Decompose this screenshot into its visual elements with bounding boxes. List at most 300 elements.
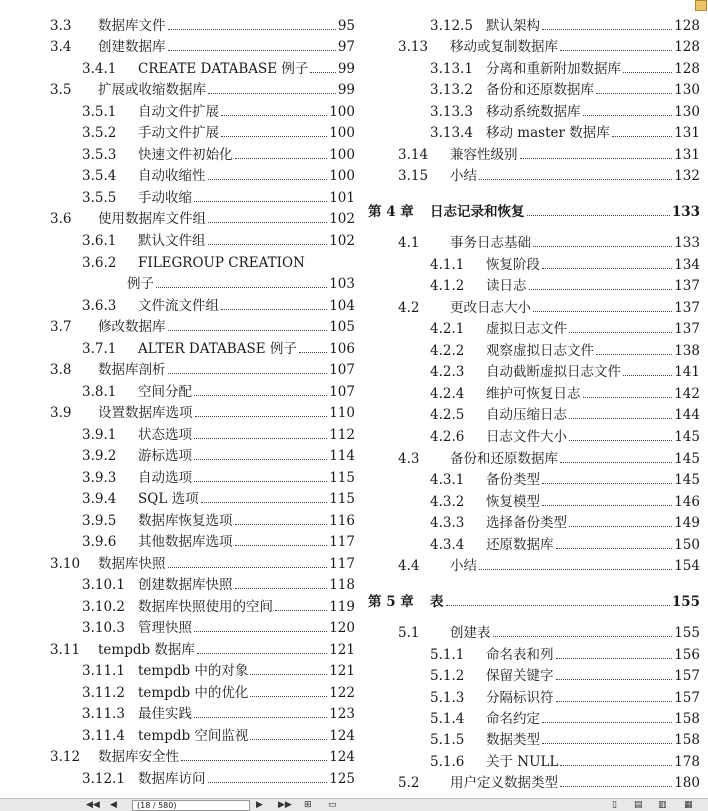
toc-entry[interactable] [0, 662, 355, 680]
toc-page-number: 157 [674, 668, 700, 684]
toc-entry[interactable] [0, 146, 355, 164]
toc-entry-title: 分离和重新附加数据库 [486, 61, 621, 77]
toc-page-number: 128 [674, 18, 700, 34]
toc-leader-dots [542, 29, 672, 30]
toc-entry[interactable] [0, 469, 355, 487]
toc-leader-dots [235, 545, 328, 546]
toc-entry[interactable] [362, 753, 700, 771]
toc-entry-number: 3.10 [50, 556, 81, 572]
toc-entry-number: 4.1.1 [430, 257, 465, 273]
toc-entry[interactable] [0, 447, 355, 465]
toc-entry-title: 还原数据库 [486, 537, 554, 553]
toc-entry[interactable] [0, 641, 355, 659]
toc-leader-dots [299, 352, 327, 353]
toc-page-number: 150 [674, 537, 700, 553]
toc-leader-dots [560, 462, 672, 463]
toc-page-number: 122 [329, 685, 355, 701]
toc-entry-number: 3.8.1 [82, 384, 117, 400]
toc-entry-number: 3.9.4 [82, 491, 117, 507]
toc-page-number: 106 [329, 341, 355, 357]
toc-page-number: 100 [329, 104, 355, 120]
first-page-icon[interactable]: ◀◀ [86, 800, 100, 810]
toc-entry-number: 3.10.1 [82, 577, 125, 593]
toc-page-number: 115 [329, 491, 355, 507]
toc-entry[interactable] [362, 536, 700, 554]
toc-entry-title: 关于 NULL [486, 754, 559, 770]
toc-entry-number: 3.6.2 [82, 255, 117, 271]
toc-entry[interactable] [362, 471, 700, 489]
toc-page-number: 138 [674, 343, 700, 359]
toc-leader-dots [194, 459, 327, 460]
toc-entry-number: 3.14 [398, 147, 429, 163]
toc-entry-title: 恢复模型 [486, 494, 540, 510]
toc-entry-title: 管理快照 [138, 620, 192, 636]
toc-entry-number: 3.9.5 [82, 513, 117, 529]
toc-page-number: 99 [337, 82, 355, 98]
toc-entry[interactable] [362, 256, 700, 274]
toc-entry-number: 4.3.1 [430, 472, 465, 488]
toc-entry[interactable] [362, 731, 700, 749]
toc-page-number: 130 [674, 82, 700, 98]
toc-entry-title: 默认文件组 [138, 233, 206, 249]
toc-page-number: 110 [329, 405, 355, 421]
toc-leader-dots [208, 222, 327, 223]
toc-leader-dots [542, 505, 672, 506]
toc-entry[interactable] [0, 103, 355, 121]
toc-entry-title: 自动文件扩展 [138, 104, 219, 120]
toc-page-number: 132 [674, 168, 700, 184]
toc-entry-title: 数据库安全性 [98, 749, 179, 765]
toc-entry-title: 扩展或收缩数据库 [98, 82, 206, 98]
toc-page-number: 128 [674, 61, 700, 77]
toc-entry-title: 数据库快照 [98, 556, 166, 572]
toc-entry[interactable] [0, 318, 355, 336]
toc-entry-number: 3.11.2 [82, 685, 125, 701]
toc-leader-dots [208, 93, 336, 94]
toc-entry[interactable] [0, 490, 355, 508]
toc-leader-dots [194, 481, 327, 482]
toc-entry[interactable] [362, 103, 700, 121]
toc-leader-dots [583, 115, 673, 116]
toc-page-number: 133 [671, 204, 700, 220]
toc-entry-number: 3.5.1 [82, 104, 117, 120]
toc-leader-dots [208, 782, 328, 783]
toc-entry[interactable] [0, 426, 355, 444]
toc-entry-number: 第 4 章 [368, 204, 414, 220]
toc-entry-title: 命名约定 [486, 711, 540, 727]
toc-leader-dots [194, 201, 327, 202]
toc-leader-dots [569, 332, 672, 333]
toc-entry-title: 分隔标识符 [486, 690, 554, 706]
toc-leader-dots [542, 743, 672, 744]
toc-leader-dots [560, 765, 672, 766]
next-page-button[interactable]: ▶ [256, 800, 263, 810]
toc-page-number: 102 [329, 211, 355, 227]
toc-leader-dots [527, 215, 670, 216]
toc-entry[interactable] [0, 210, 355, 228]
toc-entry[interactable] [362, 646, 700, 664]
toc-entry[interactable] [0, 533, 355, 551]
toc-leader-dots [194, 395, 327, 396]
toc-entry-title: 自动选项 [138, 470, 192, 486]
toc-entry-title: 游标选项 [138, 448, 192, 464]
toc-entry[interactable] [362, 124, 700, 142]
page-number-input[interactable]: (18 / 580) [132, 800, 250, 811]
toc-leader-dots [533, 246, 672, 247]
toc-entry-number: 3.12 [50, 749, 81, 765]
toc-entry-title: tempdb 中的对象 [138, 663, 249, 679]
toc-entry-title: 小结 [450, 558, 477, 574]
toc-leader-dots [612, 136, 672, 137]
toc-page-number: 103 [329, 276, 355, 292]
toc-leader-dots [560, 786, 672, 787]
toc-page-number: 137 [674, 300, 700, 316]
toc-leader-dots [235, 524, 328, 525]
toc-entry-number: 3.9.2 [82, 448, 117, 464]
toc-entry[interactable] [362, 406, 700, 424]
toc-entry-number: 3.13.4 [430, 125, 473, 141]
toc-entry[interactable] [362, 428, 700, 446]
toc-entry-number: 4.2 [398, 300, 420, 316]
toc-page-number: 156 [674, 647, 700, 663]
toc-entry[interactable] [362, 234, 700, 252]
toc-entry[interactable] [362, 710, 700, 728]
toc-page-number: 180 [674, 775, 700, 791]
toc-leader-dots [168, 567, 328, 568]
toc-page-number: 149 [674, 515, 700, 531]
toc-leader-dots [623, 72, 672, 73]
toc-page-number: 131 [674, 125, 700, 141]
toc-entry-number: 3.11.4 [82, 728, 125, 744]
toc-entry-number: 4.2.6 [430, 429, 465, 445]
toc-leader-dots [623, 375, 672, 376]
toc-entry[interactable] [0, 297, 355, 315]
toc-page-number: 101 [329, 190, 355, 206]
toc-leader-dots [560, 50, 672, 51]
toc-entry[interactable] [0, 275, 355, 293]
toc-leader-dots [479, 179, 672, 180]
toc-leader-dots [556, 701, 673, 702]
prev-page-button[interactable]: ◀ [110, 800, 117, 810]
toc-entry-number: 3.7.1 [82, 341, 117, 357]
toc-entry[interactable] [362, 277, 700, 295]
toc-entry[interactable] [0, 167, 355, 185]
toc-leader-dots [181, 760, 327, 761]
toc-entry-number: 3.7 [50, 319, 72, 335]
toc-entry[interactable] [0, 17, 355, 35]
toc-page-number: 117 [329, 556, 355, 572]
toc-entry-title: 移动 master 数据库 [486, 125, 610, 141]
toc-entry-number: 第 5 章 [368, 594, 414, 610]
toc-entry-title: 事务日志基础 [450, 235, 531, 251]
toc-leader-dots [235, 158, 328, 159]
toc-entry[interactable] [0, 404, 355, 422]
toc-entry[interactable] [0, 770, 355, 788]
toc-leader-dots [533, 311, 672, 312]
toc-entry-number: 3.11 [50, 642, 81, 658]
toc-entry[interactable] [362, 320, 700, 338]
toc-entry-number: 3.5.3 [82, 147, 117, 163]
toc-entry-number: 3.9 [50, 405, 72, 421]
toc-page-number: 131 [674, 147, 700, 163]
fit-page-icon[interactable]: ⊞ [304, 800, 312, 810]
toc-entry-number: 3.10.2 [82, 599, 125, 615]
toc-leader-dots [208, 179, 328, 180]
toc-entry[interactable] [362, 624, 700, 642]
toc-entry-title: 数据库访问 [138, 771, 206, 787]
toc-entry-title: 设置数据库选项 [98, 405, 193, 421]
toc-entry-title: 读日志 [486, 278, 527, 294]
toc-page-number: 145 [674, 472, 700, 488]
toc-entry[interactable] [0, 124, 355, 142]
toc-page-number: 100 [329, 147, 355, 163]
toc-entry-title: ALTER DATABASE 例子 [138, 341, 297, 357]
toc-entry-title: 数据库快照使用的空间 [138, 599, 273, 615]
toc-leader-dots [250, 674, 327, 675]
last-page-icon[interactable]: ▶▶ [278, 800, 292, 810]
toc-entry[interactable] [362, 167, 700, 185]
toc-entry-number: 3.9.6 [82, 534, 117, 550]
toc-page-number: 117 [329, 534, 355, 550]
toc-entry[interactable] [0, 232, 355, 250]
toc-entry-number: 5.1.4 [430, 711, 465, 727]
toc-leader-dots [250, 739, 327, 740]
toc-page-number: 155 [674, 625, 700, 641]
toc-entry-number: 3.15 [398, 168, 429, 184]
toc-entry[interactable] [362, 774, 700, 792]
toc-entry-title: 自动压缩日志 [486, 407, 567, 423]
toc-entry[interactable] [0, 361, 355, 379]
toc-page-number: 133 [674, 235, 700, 251]
toc-page-number: 95 [337, 18, 355, 34]
toc-entry[interactable] [362, 450, 700, 468]
toc-entry-number: 4.3.4 [430, 537, 465, 553]
toc-entry[interactable] [362, 38, 700, 56]
single-page-icon[interactable]: ▯ [612, 800, 617, 810]
toc-entry-title: 备份类型 [486, 472, 540, 488]
toc-leader-dots [194, 717, 327, 718]
continuous-page-icon[interactable]: ▤ [634, 800, 643, 810]
toc-entry-title: 恢复阶段 [486, 257, 540, 273]
toc-entry-title: 观察虚拟日志文件 [486, 343, 594, 359]
two-page-continuous-icon[interactable]: ▦ [684, 800, 693, 810]
page-layout-icon[interactable]: ▭ [328, 800, 337, 810]
toc-entry[interactable] [362, 81, 700, 99]
toc-page-number: 145 [674, 451, 700, 467]
toc-page-number: 99 [337, 61, 355, 77]
toc-entry-number: 4.4 [398, 558, 420, 574]
two-page-icon[interactable]: ▥ [658, 800, 667, 810]
toc-entry-title: 例子 [127, 276, 154, 292]
toc-page-number: 123 [329, 706, 355, 722]
toc-entry[interactable] [0, 383, 355, 401]
toc-entry[interactable] [0, 684, 355, 702]
toc-entry-title: 文件流文件组 [138, 298, 219, 314]
toc-leader-dots [168, 373, 328, 374]
toc-leader-dots [250, 696, 327, 697]
toc-entry-title: CREATE DATABASE 例子 [138, 61, 309, 77]
toc-entry-number: 5.1.2 [430, 668, 465, 684]
toc-entry[interactable] [362, 17, 700, 35]
toc-entry[interactable] [362, 514, 700, 532]
toc-entry-title: FILEGROUP CREATION [138, 255, 305, 271]
toc-leader-dots [583, 397, 673, 398]
toc-entry-title: 数据库文件 [98, 18, 166, 34]
toc-page-number: 125 [329, 771, 355, 787]
toc-entry[interactable] [362, 299, 700, 317]
viewer-statusbar [0, 798, 708, 811]
toc-entry-number: 3.11.3 [82, 706, 125, 722]
toc-entry-number: 3.8 [50, 362, 72, 378]
toc-entry[interactable] [0, 189, 355, 207]
toc-leader-dots [201, 502, 328, 503]
toc-page-number: 115 [329, 470, 355, 486]
toc-entry-title: 备份和还原数据库 [450, 451, 558, 467]
toc-entry[interactable] [0, 598, 355, 616]
toc-entry-number: 4.2.4 [430, 386, 465, 402]
toc-entry-number: 3.13.1 [430, 61, 473, 77]
toc-entry-title: 修改数据库 [98, 319, 166, 335]
toc-entry-title: tempdb 中的优化 [138, 685, 249, 701]
toc-page-number: 102 [329, 233, 355, 249]
toc-page-number: 145 [674, 429, 700, 445]
toc-entry-title: 用户定义数据类型 [450, 775, 558, 791]
toc-entry-title: 创建表 [450, 625, 491, 641]
toc-leader-dots [197, 653, 327, 654]
toc-entry-title: 更改日志大小 [450, 300, 531, 316]
toc-entry[interactable] [0, 512, 355, 530]
toc-page-number: 158 [674, 732, 700, 748]
toc-page-number: 141 [674, 364, 700, 380]
toc-entry-title: 维护可恢复日志 [486, 386, 581, 402]
toc-entry[interactable] [362, 493, 700, 511]
toc-page-number: 130 [674, 104, 700, 120]
toc-entry[interactable] [0, 60, 355, 78]
toc-entry-number: 3.5.5 [82, 190, 117, 206]
toc-entry-number: 3.13 [398, 39, 429, 55]
toc-entry-title: 自动截断虚拟日志文件 [486, 364, 621, 380]
toc-entry[interactable] [362, 363, 700, 381]
toc-leader-dots [221, 309, 327, 310]
toc-page-number: 142 [674, 386, 700, 402]
toc-entry-title: 自动收缩性 [138, 168, 206, 184]
toc-entry-title: 小结 [450, 168, 477, 184]
toc-entry-title: 默认架构 [486, 18, 540, 34]
toc-entry-number: 5.1.6 [430, 754, 465, 770]
toc-entry[interactable] [0, 555, 355, 573]
toc-page-number: 134 [674, 257, 700, 273]
toc-entry-number: 5.1.1 [430, 647, 465, 663]
toc-entry[interactable] [0, 748, 355, 766]
toc-leader-dots [168, 29, 336, 30]
toc-entry-number: 3.5 [50, 82, 72, 98]
toc-entry-title: 表 [430, 594, 444, 610]
toc-entry-title: 快速文件初始化 [138, 147, 233, 163]
toc-entry-number: 3.12.5 [430, 18, 473, 34]
toc-entry-number: 3.3 [50, 18, 72, 34]
toc-entry-number: 5.1.3 [430, 690, 465, 706]
toc-entry-title: SQL 选项 [138, 491, 199, 507]
toc-leader-dots [446, 605, 670, 606]
toc-page-number: 121 [329, 642, 355, 658]
toc-leader-dots [221, 115, 327, 116]
toc-leader-dots [556, 679, 673, 680]
toc-entry[interactable] [362, 385, 700, 403]
toc-entry-title: 移动或复制数据库 [450, 39, 558, 55]
toc-entry[interactable] [362, 146, 700, 164]
toc-leader-dots [208, 244, 328, 245]
toc-entry-title: 虚拟日志文件 [486, 321, 567, 337]
toc-entry[interactable] [362, 689, 700, 707]
toc-entry-title: 日志记录和恢复 [430, 204, 525, 220]
toc-chapter-entry[interactable] [362, 203, 700, 221]
toc-entry-number: 4.2.3 [430, 364, 465, 380]
toc-entry-number: 5.2 [398, 775, 420, 791]
toc-page-number: 119 [329, 599, 355, 615]
toc-entry[interactable] [0, 340, 355, 358]
toc-leader-dots [168, 330, 328, 331]
toc-leader-dots [542, 483, 672, 484]
toc-entry-number: 4.2.1 [430, 321, 465, 337]
toc-page-number: 128 [674, 39, 700, 55]
toc-entry-title: tempdb 空间监视 [138, 728, 249, 744]
toc-page-number: 157 [674, 690, 700, 706]
toc-leader-dots [596, 354, 672, 355]
toc-entry[interactable] [0, 576, 355, 594]
toc-leader-dots [275, 610, 327, 611]
toc-page-number: 137 [674, 278, 700, 294]
toc-leader-dots [221, 136, 327, 137]
toc-page-number: 100 [329, 125, 355, 141]
toc-entry-title: 数据库剖析 [98, 362, 166, 378]
toc-page-number: 120 [329, 620, 355, 636]
toc-entry-title: 日志文件大小 [486, 429, 567, 445]
toc-entry-number: 3.4.1 [82, 61, 117, 77]
search-corner-icon[interactable] [695, 0, 707, 11]
toc-entry[interactable] [0, 38, 355, 56]
toc-entry-number: 3.9.3 [82, 470, 117, 486]
toc-entry[interactable] [0, 727, 355, 745]
toc-entry-number: 5.1 [398, 625, 420, 641]
toc-entry[interactable] [362, 342, 700, 360]
toc-page-number: 144 [674, 407, 700, 423]
toc-leader-dots [194, 631, 327, 632]
toc-entry[interactable] [0, 705, 355, 723]
toc-leader-dots [529, 289, 673, 290]
toc-page-number: 158 [674, 711, 700, 727]
toc-leader-dots [168, 50, 336, 51]
toc-entry[interactable] [362, 557, 700, 575]
toc-entry-title: 状态选项 [138, 427, 192, 443]
toc-entry[interactable] [0, 254, 355, 272]
toc-chapter-entry[interactable] [362, 593, 700, 611]
toc-page-number: 124 [329, 749, 355, 765]
toc-leader-dots [493, 636, 673, 637]
toc-entry[interactable] [0, 81, 355, 99]
toc-entry[interactable] [362, 667, 700, 685]
toc-page-number: 104 [329, 298, 355, 314]
toc-leader-dots [542, 722, 672, 723]
toc-page-number: 154 [674, 558, 700, 574]
toc-leader-dots [596, 93, 672, 94]
toc-entry[interactable] [362, 60, 700, 78]
toc-entry-title: 手动文件扩展 [138, 125, 219, 141]
toc-entry-title: 数据库恢复选项 [138, 513, 233, 529]
toc-page-number: 118 [329, 577, 355, 593]
toc-leader-dots [195, 416, 328, 417]
toc-entry[interactable] [0, 619, 355, 637]
toc-page-number: 107 [329, 362, 355, 378]
